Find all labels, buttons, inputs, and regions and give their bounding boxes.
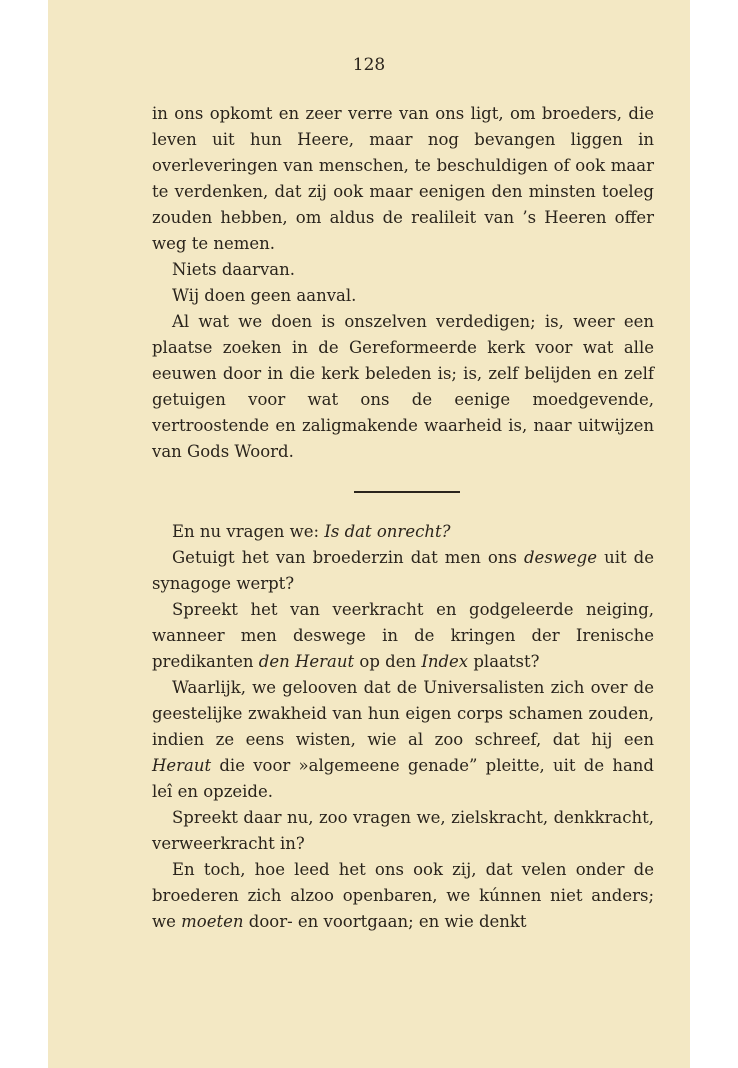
p7-italic-1: den Heraut <box>258 652 355 671</box>
paragraph-7 <box>152 597 654 675</box>
paragraph-5 <box>152 519 654 545</box>
paragraph-3: Wij doen geen aanval. <box>172 286 357 305</box>
paragraph-1: in ons opkomt en zeer verre van ons ligt, om broeders, die leven uit hun Heere, maar nog bevangen liggen in overleveringen van menschen, te beschuldigen of ook maar te verdenken, dat zij ook maar eenigen den minsten toeleg zouden hebben, om aldus de realileit van ’s Heeren offer weg te nemen. <box>152 104 654 253</box>
p8-text-after: die voor »algemeene genade” pleitte, uit de hand leî en opzeide. <box>152 756 654 801</box>
text-block-bottom <box>152 519 654 935</box>
p8-text: Waarlijk, we gelooven dat de Universalisten zich over de geestelijke zwakheid van hun eigen corps schamen zouden, indien ze eens wisten, wie al zoo schreef, dat hij een <box>152 678 654 749</box>
p5-italic: Is dat onrecht? <box>324 522 451 541</box>
p6-italic: deswege <box>524 548 598 567</box>
p6-text-after: uit de synagoge werpt? <box>152 548 655 593</box>
paragraph-10 <box>152 857 654 935</box>
page-number: 128 <box>352 55 386 75</box>
p10-italic: moeten <box>181 912 244 931</box>
paragraph-8 <box>152 675 654 805</box>
paragraph-9: Spreekt daar nu, zoo vragen we, zielskracht, denkkracht, verweerkracht in? <box>152 808 654 853</box>
p6-text: Getuigt het van broederzin dat men ons <box>172 548 524 567</box>
p10-text-after: door- en voortgaan; en wie denkt <box>243 912 527 931</box>
paragraph-2: Niets daarvan. <box>172 260 295 279</box>
text-block-top <box>152 101 654 465</box>
p7-text-mid: op den <box>354 652 422 671</box>
book-page <box>48 0 690 1068</box>
paragraph-4: Al wat we doen is onszelven verdedigen; is, weer een plaatse zoeken in de Gereformeerde kerk voor wat alle eeuwen door in die kerk beleden is; is, zelf belijden en zelf getuigen voor wat ons de eenige moedgevende, vertroostende en zaligmakende waarheid is, naar uitwijzen van Gods Woord. <box>152 312 654 461</box>
p7-text: Spreekt het van veerkracht en godgeleerde neiging, wanneer men deswege in de kringen der Irenische predikanten <box>152 600 654 671</box>
p7-text-after: plaatst? <box>468 652 540 671</box>
paragraph-6 <box>152 545 654 597</box>
p8-italic: Heraut <box>152 756 212 775</box>
p10-text: En toch, hoe leed het ons ook zij, dat velen onder de broederen zich alzoo openbaren, we kúnnen niet anders; we <box>152 860 654 931</box>
p7-italic-2: Index <box>421 652 469 671</box>
p5-text: En nu vragen we: <box>172 522 325 541</box>
section-divider <box>354 491 460 493</box>
